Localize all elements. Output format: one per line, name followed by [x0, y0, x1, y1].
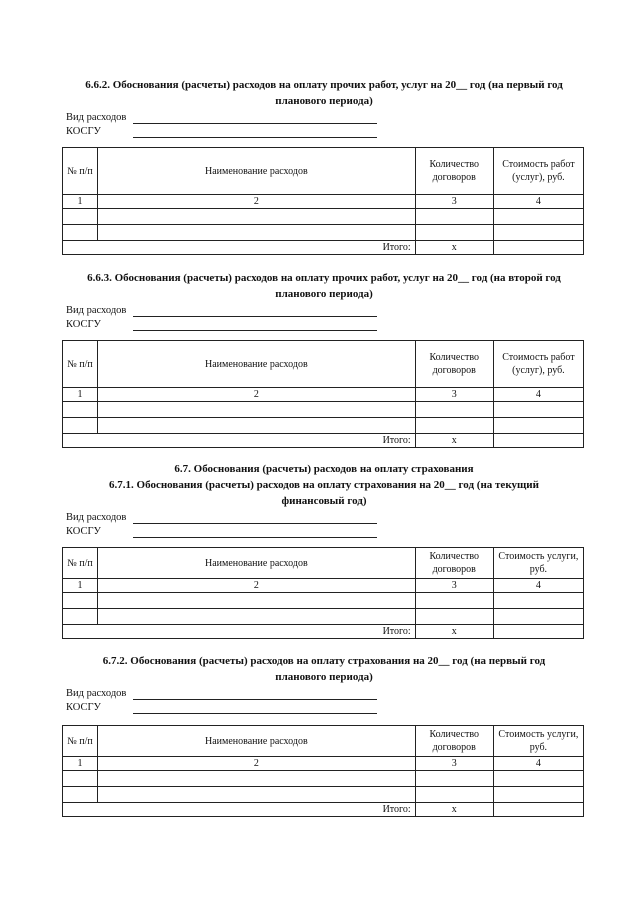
field-label: Вид расходов	[66, 688, 127, 699]
header-num: № п/п	[63, 148, 98, 195]
expense-table	[62, 340, 584, 448]
header-num: № п/п	[63, 726, 98, 757]
total-x: х	[415, 434, 493, 448]
table-row	[63, 209, 584, 225]
col-number: 4	[493, 757, 583, 771]
expense-table	[62, 725, 584, 817]
header-count: Количество договоров	[415, 148, 493, 195]
header-cost: Стоимость работ (услуг), руб.	[493, 148, 583, 195]
table-row	[63, 418, 584, 434]
total-row	[63, 241, 584, 255]
total-cost	[493, 625, 583, 639]
col-number: 1	[63, 195, 98, 209]
field-vid-raskhodov	[62, 304, 586, 318]
field-underline	[133, 316, 377, 317]
total-label: Итого:	[63, 434, 416, 448]
header-count: Количество договоров	[415, 726, 493, 757]
header-name: Наименование расходов	[98, 341, 416, 388]
header-num: № п/п	[63, 548, 98, 579]
col-number: 3	[415, 195, 493, 209]
field-label: КОСГУ	[66, 126, 101, 137]
total-row	[63, 625, 584, 639]
table-row	[63, 593, 584, 609]
header-count: Количество договоров	[415, 341, 493, 388]
total-cost	[493, 803, 583, 817]
col-number: 1	[63, 757, 98, 771]
field-vid-raskhodov	[62, 687, 586, 701]
field-underline	[133, 699, 377, 700]
col-number: 1	[63, 388, 98, 402]
field-underline	[133, 123, 377, 124]
table-row	[63, 787, 584, 803]
field-vid-raskhodov	[62, 511, 586, 525]
header-name: Наименование расходов	[98, 148, 416, 195]
col-number: 2	[98, 579, 416, 593]
total-row	[63, 434, 584, 448]
header-cost: Стоимость услуги, руб.	[493, 726, 583, 757]
col-number: 1	[63, 579, 98, 593]
total-x: х	[415, 241, 493, 255]
header-count: Количество договоров	[415, 548, 493, 579]
col-number: 2	[98, 388, 416, 402]
header-num: № п/п	[63, 341, 98, 388]
field-underline	[133, 523, 377, 524]
field-underline	[133, 537, 377, 538]
section-title: 6.6.2. Обоснования (расчеты) расходов на оплату прочих работ, услуг на 20__ год (на первый год планового периода)	[85, 79, 563, 107]
field-kosgu	[62, 701, 586, 715]
section-heading: 6.7. Обоснования (расчеты) расходов на оплату страхования	[174, 463, 474, 475]
section-6-6-3	[62, 270, 586, 446]
col-number: 4	[493, 388, 583, 402]
col-number: 3	[415, 388, 493, 402]
total-x: х	[415, 625, 493, 639]
header-name: Наименование расходов	[98, 726, 416, 757]
field-label: Вид расходов	[66, 112, 127, 123]
table-row	[63, 609, 584, 625]
expense-table	[62, 147, 584, 255]
total-x: х	[415, 803, 493, 817]
field-label: КОСГУ	[66, 526, 101, 537]
field-label: Вид расходов	[66, 305, 127, 316]
col-number: 2	[98, 757, 416, 771]
col-number: 2	[98, 195, 416, 209]
section-6-7-2	[62, 653, 586, 815]
total-cost	[493, 241, 583, 255]
section-title: 6.7.1. Обоснования (расчеты) расходов на оплату страхования на 20__ год (на текущий финансовый год)	[109, 479, 539, 507]
field-kosgu	[62, 318, 586, 332]
field-kosgu	[62, 125, 586, 139]
total-label: Итого:	[63, 625, 416, 639]
field-underline	[133, 330, 377, 331]
field-kosgu	[62, 525, 586, 539]
field-vid-raskhodov	[62, 111, 586, 125]
col-number: 4	[493, 195, 583, 209]
header-name: Наименование расходов	[98, 548, 416, 579]
col-number: 4	[493, 579, 583, 593]
header-cost: Стоимость услуги, руб.	[493, 548, 583, 579]
expense-table	[62, 547, 584, 639]
table-row	[63, 225, 584, 241]
total-cost	[493, 434, 583, 448]
section-6-7-1	[62, 461, 586, 637]
table-row	[63, 771, 584, 787]
field-label: КОСГУ	[66, 702, 101, 713]
total-label: Итого:	[63, 803, 416, 817]
section-title: 6.7.2. Обоснования (расчеты) расходов на оплату страхования на 20__ год (на первый год планового периода)	[102, 655, 546, 683]
field-underline	[133, 137, 377, 138]
section-6-6-2	[62, 77, 586, 253]
col-number: 3	[415, 757, 493, 771]
total-row	[63, 803, 584, 817]
header-cost: Стоимость работ (услуг), руб.	[493, 341, 583, 388]
field-label: КОСГУ	[66, 319, 101, 330]
table-row	[63, 402, 584, 418]
col-number: 3	[415, 579, 493, 593]
total-label: Итого:	[63, 241, 416, 255]
section-title: 6.6.3. Обоснования (расчеты) расходов на оплату прочих работ, услуг на 20__ год (на второй год планового периода)	[87, 272, 561, 300]
field-label: Вид расходов	[66, 512, 127, 523]
field-underline	[133, 713, 377, 714]
